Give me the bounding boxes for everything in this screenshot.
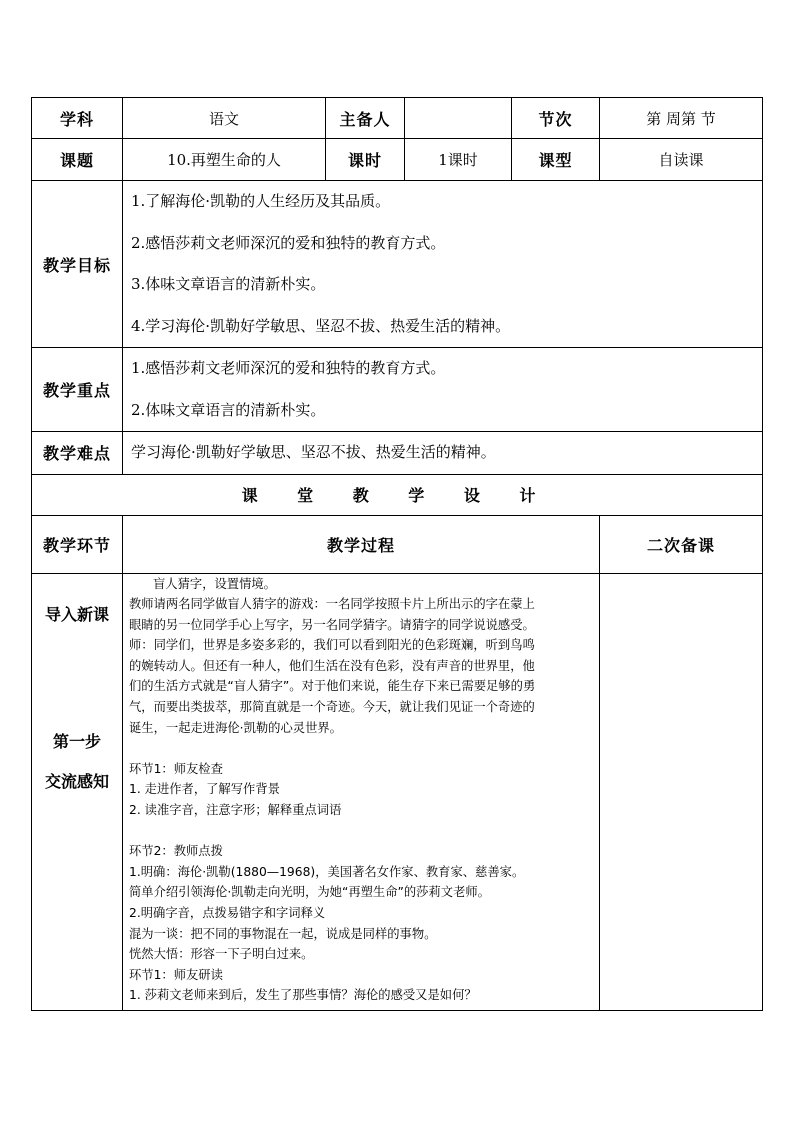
process-line: 环节1：师友检查: [129, 761, 223, 776]
hours-label: 课时: [326, 139, 405, 181]
preparer-label: 主备人: [326, 98, 405, 139]
goal-item: 3.体味文章语言的清新朴实。: [131, 275, 326, 293]
process-line: 眼睛的另一位同学手心上写字，另一名同学猜字。请猜字的同学说说感受。: [129, 617, 535, 632]
difficulty-item: 学习海伦·凯勒好学敏思、坚忍不拔、热爱生活的精神。: [131, 443, 496, 461]
stage-cell: [32, 573, 123, 1010]
stage-step1: 第一步: [52, 731, 101, 751]
difficulty-text: [123, 432, 763, 475]
subject-label: 学科: [32, 98, 123, 139]
process-line: 诞生，一起走进海伦·凯勒的心灵世界。: [129, 720, 342, 735]
key-point-item: 2.体味文章语言的清新朴实。: [131, 400, 326, 419]
stage-step1-name: 交流感知: [44, 771, 109, 791]
difficulty-label: 教学难点: [32, 432, 123, 475]
process-line: 1. 莎莉文老师来到后，发生了那些事情？海伦的感受又是如何？: [129, 988, 477, 1003]
process-line: 盲人猜字，设置情境。: [153, 576, 276, 591]
process-blank-line: [129, 738, 593, 759]
process-column-header: 教学过程: [123, 515, 600, 573]
stage-intro: 导入新课: [44, 604, 109, 624]
preparer-value: [405, 98, 512, 139]
process-line: 气，而要出类拔萃，那简直就是一个奇迹。今天，就让我们见证一个奇迹的: [129, 700, 535, 715]
process-blank-line: [129, 821, 593, 842]
lesson-plan-table: [31, 97, 763, 1011]
topic-value: 10.再塑生命的人: [123, 139, 326, 181]
hours-value: 1课时: [405, 139, 512, 181]
section-label: 节次: [512, 98, 600, 139]
goal-item: 4.学习海伦·凯勒好学敏思、坚忍不拔、热爱生活的精神。: [131, 316, 511, 335]
process-line: 教师请两名同学做盲人猜字的游戏：一名同学按照卡片上所出示的字在蒙上: [129, 597, 535, 612]
process-line: 1. 走进作者，了解写作背景: [129, 782, 280, 797]
process-line: 恍然大悟：形容一下子明白过来。: [129, 947, 314, 962]
goal-item: 2.感悟莎莉文老师深沉的爱和独特的教育方式。: [131, 233, 446, 252]
type-value: 自读课: [600, 139, 763, 181]
design-title: 课 堂 教 学 设 计: [32, 474, 763, 515]
subject-value: 语文: [123, 98, 326, 139]
type-label: 课型: [512, 139, 600, 181]
goal-item: 1.了解海伦·凯勒的人生经历及其品质。: [131, 192, 391, 210]
process-line: 混为一谈：把不同的事物混在一起，说成是同样的事物。: [129, 926, 437, 941]
process-line: 2.明确字音，点拨易错字和字词释义: [129, 906, 326, 920]
process-line: 简单介绍引领海伦·凯勒走向光明，为她“再塑生命”的莎莉文老师。: [129, 885, 490, 900]
second-prep-column-header: 二次备课: [600, 515, 763, 573]
process-line: 环节1：师友研读: [129, 967, 223, 982]
key-point-item: 1.感悟莎莉文老师深沉的爱和独特的教育方式。: [131, 359, 446, 377]
topic-label: 课题: [32, 139, 123, 181]
goals-label: 教学目标: [32, 181, 123, 348]
stage-column-header: 教学环节: [32, 515, 123, 573]
process-line: 们的生活方式就是“盲人猜字”。对于他们来说，能生存下来已需要足够的勇: [129, 679, 536, 694]
process-line: 2. 读准字音，注意字形；解释重点词语: [129, 803, 342, 818]
process-line: 环节2：教师点拨: [129, 844, 223, 859]
section-value: 第 周第 节: [600, 98, 763, 139]
goals-list: [123, 181, 763, 348]
process-line: 1.明确：海伦·凯勒(1880—1968)，美国著名女作家、教育家、慈善家。: [129, 864, 525, 879]
process-cell: [123, 573, 600, 1010]
process-line: 师：同学们，世界是多姿多彩的，我们可以看到阳光的色彩斑斓，听到鸟鸣: [129, 638, 535, 653]
process-line: 的婉转动人。但还有一种人，他们生活在没有色彩，没有声音的世界里，他: [129, 658, 535, 673]
key-points-label: 教学重点: [32, 348, 123, 432]
key-points-list: [123, 348, 763, 432]
second-prep-cell: [600, 573, 763, 1010]
